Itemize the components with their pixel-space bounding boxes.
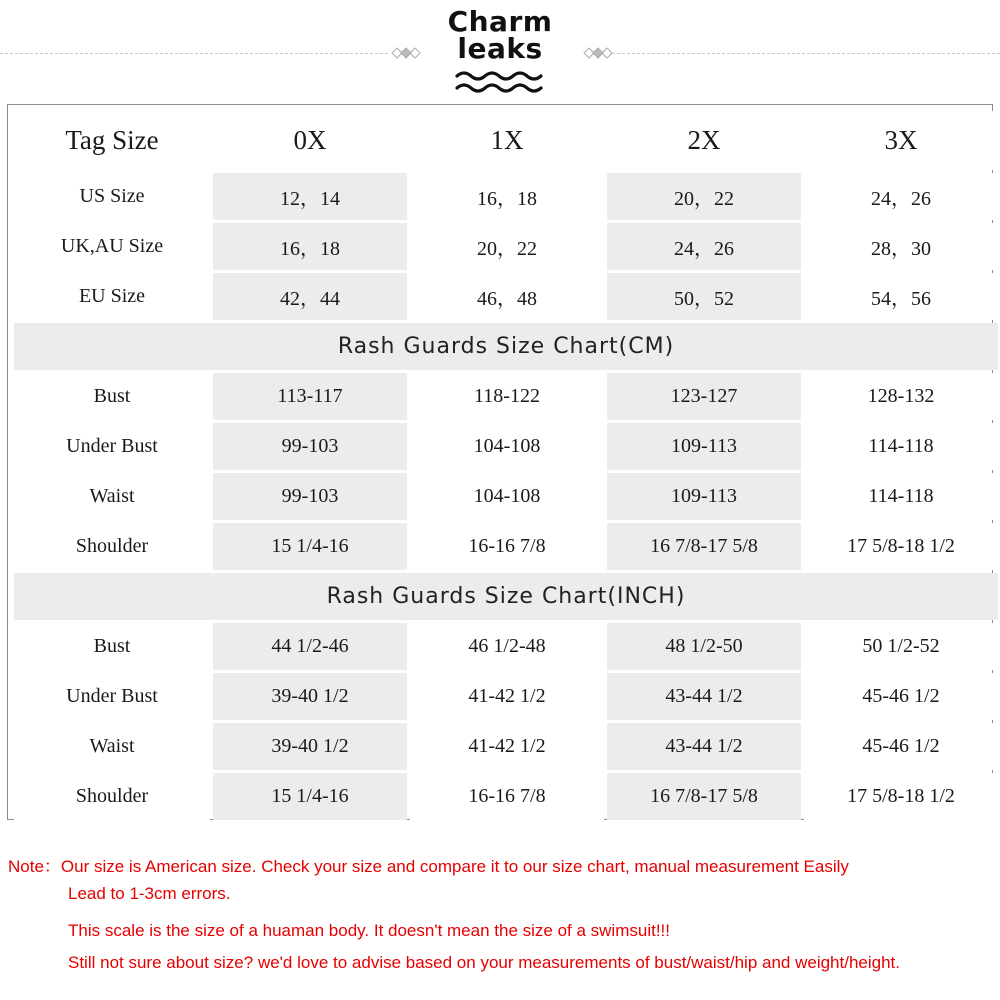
table-cell: 17 5/8-18 1/2 xyxy=(804,773,998,820)
row-label: Bust xyxy=(14,623,210,670)
table-cell: 46 1/2-48 xyxy=(410,623,604,670)
table-cell: 20，22 xyxy=(410,223,604,270)
row-label: Waist xyxy=(14,473,210,520)
table-cell: 24，26 xyxy=(607,223,801,270)
row-label: Shoulder xyxy=(14,523,210,570)
note-line-2: Lead to 1-3cm errors. xyxy=(68,884,231,903)
size-header-0x: 0X xyxy=(213,111,407,170)
table-cell: 16 7/8-17 5/8 xyxy=(607,523,801,570)
table-cell: 109-113 xyxy=(607,423,801,470)
size-chart xyxy=(7,104,993,820)
row-label: Under Bust xyxy=(14,423,210,470)
cm-section-title: Rash Guards Size Chart(CM) xyxy=(14,323,998,370)
table-cell: 104-108 xyxy=(410,423,604,470)
table-cell: 41-42 1/2 xyxy=(410,673,604,720)
table-cell: 28，30 xyxy=(804,223,998,270)
row-label: Bust xyxy=(14,373,210,420)
waves-icon xyxy=(455,69,547,95)
table-row xyxy=(14,423,998,470)
table-row xyxy=(14,173,998,220)
diamond-ornament-left-icon xyxy=(388,45,424,61)
table-cell: 17 5/8-18 1/2 xyxy=(804,523,998,570)
table-cell: 54，56 xyxy=(804,273,998,320)
size-header-3x: 3X xyxy=(804,111,998,170)
size-header-1x: 1X xyxy=(410,111,604,170)
tag-size-header: Tag Size xyxy=(14,111,210,170)
table-cell: 99-103 xyxy=(213,473,407,520)
row-label: Waist xyxy=(14,723,210,770)
table-cell: 114-118 xyxy=(804,473,998,520)
table-cell: 42，44 xyxy=(213,273,407,320)
table-row xyxy=(14,273,998,320)
table-cell: 15 1/4-16 xyxy=(213,523,407,570)
table-row xyxy=(14,773,998,820)
row-label: Shoulder xyxy=(14,773,210,820)
table-cell: 43-44 1/2 xyxy=(607,673,801,720)
table-cell: 44 1/2-46 xyxy=(213,623,407,670)
table-cell: 50，52 xyxy=(607,273,801,320)
row-label: EU Size xyxy=(14,273,210,320)
inch-section-row xyxy=(14,573,998,620)
table-cell: 46，48 xyxy=(410,273,604,320)
row-label: Under Bust xyxy=(14,673,210,720)
table-cell: 99-103 xyxy=(213,423,407,470)
table-row xyxy=(14,223,998,270)
table-cell: 45-46 1/2 xyxy=(804,673,998,720)
table-cell: 113-117 xyxy=(213,373,407,420)
table-row xyxy=(14,673,998,720)
table-row xyxy=(14,723,998,770)
cm-section-row xyxy=(14,323,998,370)
table-row xyxy=(14,623,998,670)
table-cell: 45-46 1/2 xyxy=(804,723,998,770)
size-table xyxy=(11,108,1000,823)
table-cell: 24，26 xyxy=(804,173,998,220)
page-header xyxy=(0,0,1000,100)
table-header-row xyxy=(14,111,998,170)
table-cell: 16-16 7/8 xyxy=(410,773,604,820)
table-row xyxy=(14,473,998,520)
brand-line-1: Charm xyxy=(447,5,553,38)
row-label: US Size xyxy=(14,173,210,220)
table-cell: 16，18 xyxy=(410,173,604,220)
diamond-ornament-right-icon xyxy=(580,45,616,61)
note-line-3: This scale is the size of a huaman body. It doesn't mean the size of a swimsuit!!! xyxy=(68,921,670,940)
table-cell: 15 1/4-16 xyxy=(213,773,407,820)
table-cell: 118-122 xyxy=(410,373,604,420)
brand-logo xyxy=(430,5,570,98)
table-cell: 109-113 xyxy=(607,473,801,520)
note-line-1: Note：Our size is American size. Check your size and compare it to our size chart, manual measurement Easily xyxy=(8,857,849,876)
table-cell: 48 1/2-50 xyxy=(607,623,801,670)
table-row xyxy=(14,523,998,570)
table-cell: 50 1/2-52 xyxy=(804,623,998,670)
table-cell: 104-108 xyxy=(410,473,604,520)
table-cell: 16-16 7/8 xyxy=(410,523,604,570)
divider-left xyxy=(0,53,388,54)
table-cell: 39-40 1/2 xyxy=(213,723,407,770)
table-cell: 16 7/8-17 5/8 xyxy=(607,773,801,820)
row-label: UK,AU Size xyxy=(14,223,210,270)
table-cell: 41-42 1/2 xyxy=(410,723,604,770)
table-cell: 12，14 xyxy=(213,173,407,220)
inch-section-title: Rash Guards Size Chart(INCH) xyxy=(14,573,998,620)
size-header-2x: 2X xyxy=(607,111,801,170)
divider-right xyxy=(612,53,1000,54)
table-cell: 39-40 1/2 xyxy=(213,673,407,720)
table-cell: 43-44 1/2 xyxy=(607,723,801,770)
table-cell: 114-118 xyxy=(804,423,998,470)
table-cell: 20，22 xyxy=(607,173,801,220)
brand-line-2: leaks xyxy=(457,32,543,65)
table-cell: 16，18 xyxy=(213,223,407,270)
table-cell: 128-132 xyxy=(804,373,998,420)
note-line-4: Still not sure about size? we'd love to advise based on your measurements of bust/waist/hip and weight/height. xyxy=(68,953,901,972)
table-cell: 123-127 xyxy=(607,373,801,420)
table-row xyxy=(14,373,998,420)
